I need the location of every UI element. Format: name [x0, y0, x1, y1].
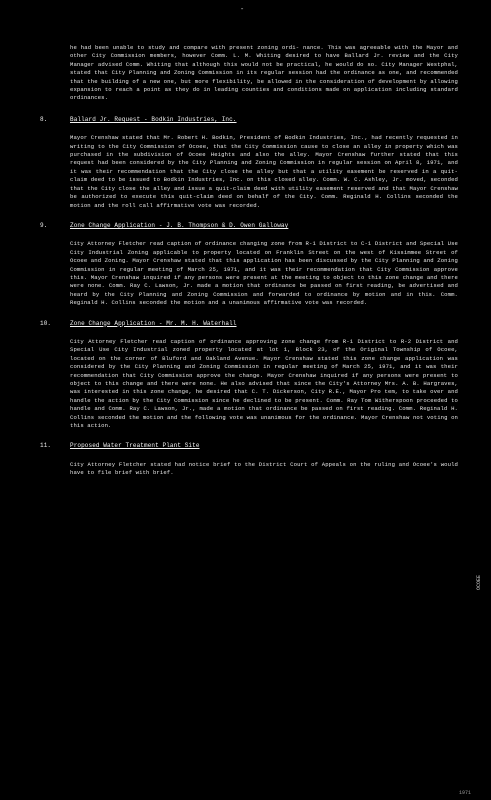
minutes-body	[40, 44, 458, 490]
item-body: Mayor Crenshaw stated that Mr. Robert H. Bodkin, President of Bodkin Industries, Inc., had recently requested in writing to the City Commission of Ocoee, that the City Commission cause to close an alley in property which was purchased in the subdivision of Ocoee Heights and also the alley. Mayor Crenshaw further stated that this request had been considered by the City Planning and Zoning Commission in regular session on April 8, 1971, and it was their recommendation that the City close the alley but that a utility easement be reserved in a quit-claim deed to be issued to Bodkin Industries, Inc. on this closed alley. Comm. W. C. Ashley, Jr. moved, seconded that the City close the alley and issue a quit-claim deed with utility easement reserved and that Mayor Crenshaw be authorized to execute this quit-claim deed on behalf of the City. Comm. Reginald H. Collins seconded the motion and the roll call affirmative vote was recorded.	[70, 134, 458, 209]
agenda-item-11	[40, 442, 458, 477]
margin-note: OCOEE	[476, 575, 482, 591]
item-body: City Attorney Fletcher read caption of ordinance changing zone from R-1 District to C-1 District and Special Use City Industrial Zoning applicable to property located on Franklin Street on the west of Kissimmee Street of Ocoee and Zoning. Mayor Crenshaw stated that this application has been discussed by the City Planning and Zoning Commission in regular meeting of March 25, 1971, and it was their recommendation that City Commission approve this. Mayor Crenshaw inquired if any persons were present at the meeting to object to this zone change and there were none. Comm. Ray C. Lawson, Jr. made a motion that ordinance be passed on first reading, be advertised and heard by the City Planning and Zoning Commission and forwarded to ordinance by motion and in this. Comm. Reginald H. Collins seconded the motion and a unanimous affirmative vote was recorded.	[70, 240, 458, 307]
item-heading: Zone Change Application - Mr. M. H. Waterhall	[70, 319, 237, 327]
item-number: 11.	[40, 442, 52, 450]
item-number: 8.	[40, 115, 48, 123]
item-number: 9.	[40, 221, 48, 229]
agenda-item-9	[40, 221, 458, 308]
agenda-item-10	[40, 319, 458, 431]
item-heading: Proposed Water Treatment Plant Site	[70, 442, 200, 450]
item-body: City Attorney Fletcher stated had notice brief to the District Court of Appeals on the ruling and Ocoee's would have to file brief with brief.	[70, 460, 458, 477]
footer-mark: 1971	[458, 790, 471, 796]
item-heading: Zone Change Application - J. B. Thompson & D. Owen Galloway	[70, 221, 289, 229]
agenda-item-8	[40, 115, 458, 210]
item-body: City Attorney Fletcher read caption of ordinance approving zone change from R-1 District to R-2 District and Special Use City Industrial zoned property located at lot 1, Block 23, of the Original Township of Ocoee, located on the corner of Bluford and Oakland Avenue. Mayor Crenshaw stated this zone change application was considered by the City Planning and Zoning Commission in regular meeting of March 25, 1971, and it was their recommendation that City Commission approve the change. Mayor Crenshaw inquired if any persons were present to object to this change and there were none. He also advised that since the City's Attorney Mrs. A. B. Hargraves, was interested in this zone change, he desired that C. T. Dickerson, City R.E., Mayor Pro tem, to take over and handle the action by the City Commission since he declined to be present. Comm. Ray Tom Witherspoon proceeded to handle and Comm. Ray C. Lawson, Jr., made a motion that ordinance be passed on first reading. Comm. Reginald H. Collins seconded the motion and the following vote was unanimous for the ordinance. Mayor Crenshaw not voting on this action.	[70, 337, 458, 430]
item-heading: Ballard Jr. Request - Bodkin Industries, Inc.	[70, 115, 237, 123]
page-number: -	[240, 6, 245, 14]
item-number: 10.	[40, 319, 52, 327]
intro-paragraph: he had been unable to study and compare with present zoning ordi- nance. This was agreeable with the Mayor and other City Commission members, however Comm. L. M. Whiting desired to have Ballard Jr. review and the City Manager advised Comm. Whiting that although this would not be practical, he would do so. City Manager Westphal, stated that City Planning and Zoning Commission in its regular session had the ordinance as one, and recommended that the building of a new one, but more flexibility, be allowed in the consideration of development by allowing expansion to reach a point as they do in leading counties and conditions made on application including standard ordinances.	[70, 44, 458, 102]
